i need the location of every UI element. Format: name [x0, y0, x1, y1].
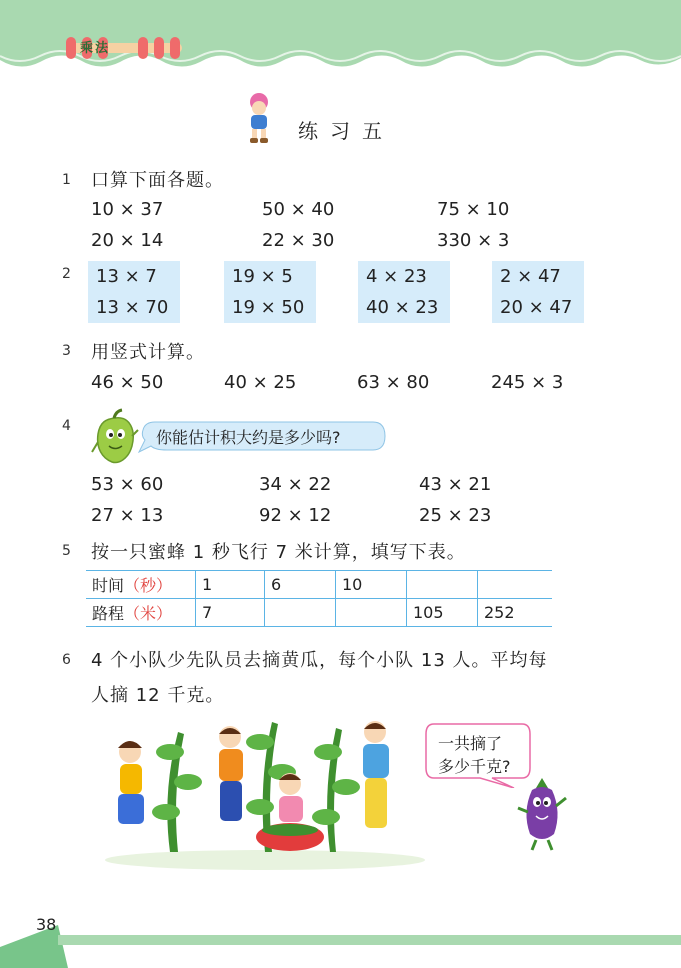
question-number-4: 4 — [62, 418, 71, 434]
speech-text-line2: 多少千克? — [438, 757, 511, 776]
q2-expr: 19 × 50 — [232, 297, 305, 318]
table-cell — [407, 571, 478, 599]
unit-label: （秒） — [124, 576, 173, 595]
footer-bar — [0, 925, 681, 968]
speed-table — [86, 570, 552, 627]
table-cell: 10 — [336, 571, 407, 599]
q3-expr: 63 × 80 — [357, 372, 430, 393]
row-label: 时间 — [92, 576, 125, 595]
table-row — [86, 571, 552, 599]
question-number-3: 3 — [62, 343, 71, 359]
row-label: 路程 — [92, 604, 125, 623]
question-number-1: 1 — [62, 172, 71, 188]
q1-expr: 330 × 3 — [437, 230, 510, 251]
q1-expr: 22 × 30 — [262, 230, 335, 251]
question-3-text: 用竖式计算。 — [91, 342, 205, 363]
q3-expr: 46 × 50 — [91, 372, 164, 393]
q4-expr: 34 × 22 — [259, 474, 332, 495]
q1-expr: 50 × 40 — [262, 199, 335, 220]
q2-box — [492, 261, 584, 323]
question-1-text: 口算下面各题。 — [91, 170, 224, 191]
q2-box — [88, 261, 180, 323]
q3-expr: 245 × 3 — [491, 372, 564, 393]
question-number-5: 5 — [62, 543, 71, 559]
table-cell: 6 — [265, 571, 336, 599]
unit-label: （米） — [124, 604, 173, 623]
q2-box — [358, 261, 450, 323]
question-5-text: 按一只蜜蜂 1 秒飞行 7 米计算，填写下表。 — [91, 542, 466, 563]
q4-expr: 53 × 60 — [91, 474, 164, 495]
table-header-cell — [86, 571, 196, 599]
table-cell — [265, 599, 336, 627]
question-number-2: 2 — [62, 266, 71, 282]
q2-expr: 40 × 23 — [366, 297, 439, 318]
cucumber-picking-illustration — [100, 712, 430, 872]
q4-expr: 25 × 23 — [419, 505, 492, 526]
q4-expr: 92 × 12 — [259, 505, 332, 526]
table-header-cell — [86, 599, 196, 627]
table-cell — [478, 571, 553, 599]
q1-expr: 75 × 10 — [437, 199, 510, 220]
q2-expr: 19 × 5 — [232, 266, 293, 287]
table-cell: 7 — [196, 599, 265, 627]
q4-expr: 43 × 21 — [419, 474, 492, 495]
q2-expr: 4 × 23 — [366, 266, 427, 287]
q1-expr: 10 × 37 — [91, 199, 164, 220]
table-cell: 252 — [478, 599, 553, 627]
q2-box — [224, 261, 316, 323]
q4-expr: 27 × 13 — [91, 505, 164, 526]
q2-expr: 20 × 47 — [500, 297, 573, 318]
girl-mascot-icon — [244, 92, 274, 144]
page-title: 练习五 — [298, 119, 394, 143]
speech-bubble-text: 你能估计积大约是多少吗? — [156, 428, 341, 447]
table-cell — [336, 599, 407, 627]
eggplant-mascot-icon — [512, 772, 572, 852]
q3-expr: 40 × 25 — [224, 372, 297, 393]
question-6-line1: 4 个小队少先队员去摘黄瓜，每个小队 13 人。平均每 — [91, 650, 548, 671]
table-row — [86, 599, 552, 627]
speech-text-line1: 一共摘了 — [438, 734, 503, 753]
pepper-mascot-icon — [90, 408, 140, 468]
page-number: 38 — [36, 915, 57, 934]
q1-expr: 20 × 14 — [91, 230, 164, 251]
question-6-line2: 人摘 12 千克。 — [91, 685, 225, 706]
table-cell: 1 — [196, 571, 265, 599]
chapter-label: 乘法 — [80, 41, 111, 56]
q2-expr: 13 × 70 — [96, 297, 169, 318]
table-cell: 105 — [407, 599, 478, 627]
question-number-6: 6 — [62, 652, 71, 668]
q2-expr: 13 × 7 — [96, 266, 157, 287]
q2-expr: 2 × 47 — [500, 266, 561, 287]
